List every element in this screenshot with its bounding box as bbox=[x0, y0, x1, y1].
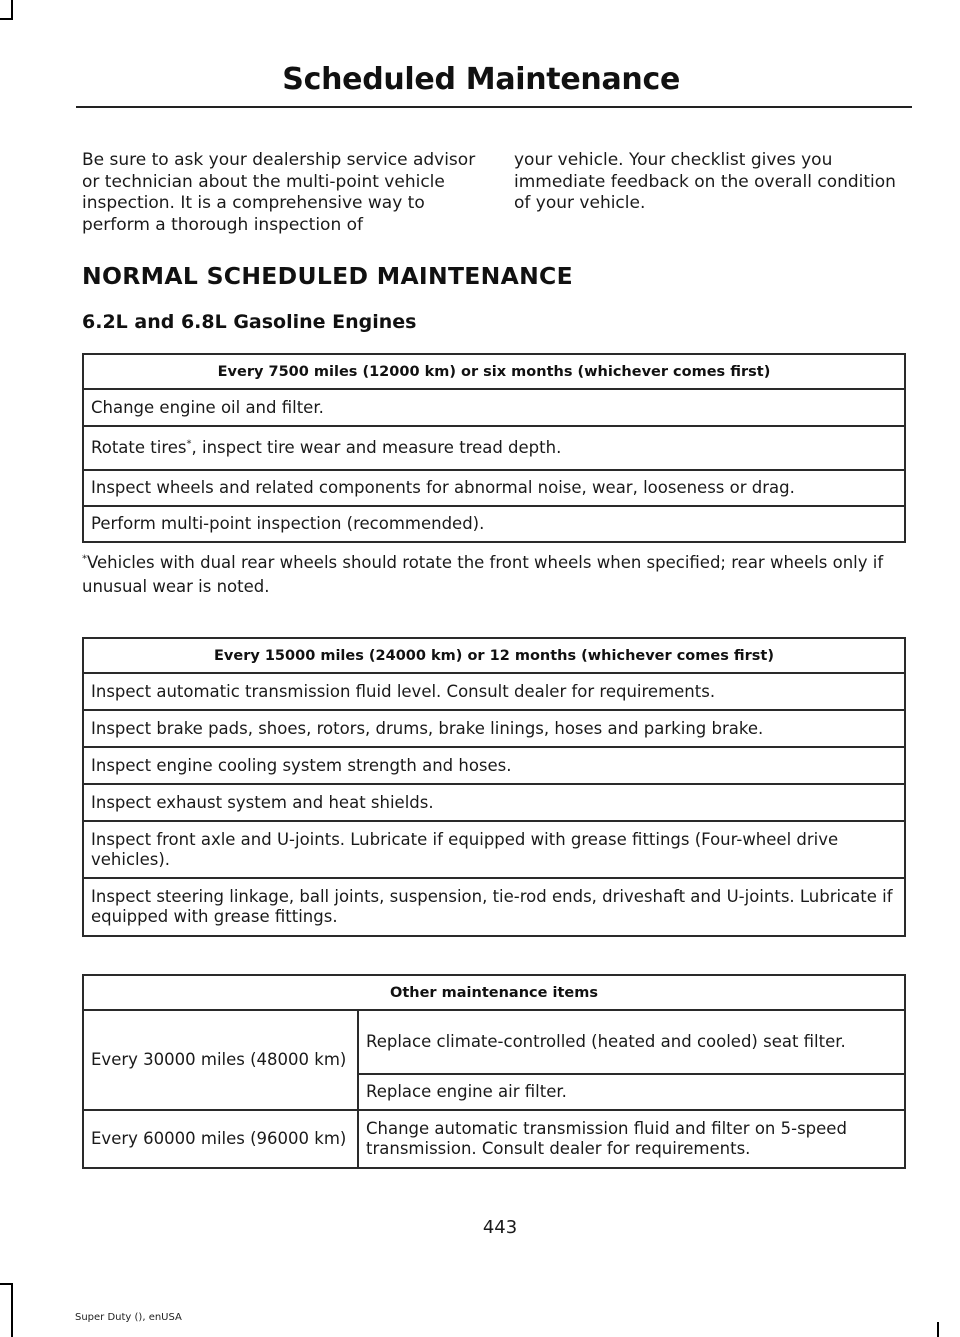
cell-text: , inspect tire wear and measure tread depth. bbox=[191, 438, 562, 457]
table-cell: Inspect engine cooling system strength and hoses. bbox=[83, 747, 905, 784]
table-header-row bbox=[83, 638, 905, 673]
table-row bbox=[83, 821, 905, 878]
table-header: Other maintenance items bbox=[83, 975, 905, 1010]
crop-mark bbox=[0, 1283, 12, 1285]
interval-cell: Every 60000 miles (96000 km) bbox=[83, 1110, 358, 1168]
table-row bbox=[83, 470, 905, 506]
table-cell: Inspect automatic transmission fluid level. Consult dealer for requirements. bbox=[83, 673, 905, 710]
maintenance-table-other bbox=[82, 974, 906, 1169]
section-title: NORMAL SCHEDULED MAINTENANCE bbox=[82, 262, 573, 290]
maintenance-table-7500 bbox=[82, 353, 906, 543]
footnote-text: Vehicles with dual rear wheels should rotate the front wheels when specified; rear wheels only if unusual wear is noted. bbox=[82, 553, 884, 596]
table-row bbox=[83, 1010, 905, 1074]
table-header-row bbox=[83, 975, 905, 1010]
intro-text-right: your vehicle. Your checklist gives you immediate feedback on the overall condition of your vehicle. bbox=[514, 150, 896, 213]
table-row bbox=[83, 784, 905, 821]
cell-text: Rotate tires bbox=[91, 438, 187, 457]
table-header: Every 7500 miles (12000 km) or six months (whichever comes first) bbox=[83, 354, 905, 389]
subsection-title: 6.2L and 6.8L Gasoline Engines bbox=[82, 311, 417, 333]
table-row bbox=[83, 673, 905, 710]
crop-mark bbox=[11, 0, 13, 20]
table-cell: Inspect brake pads, shoes, rotors, drums, brake linings, hoses and parking brake. bbox=[83, 710, 905, 747]
table-cell bbox=[83, 426, 905, 470]
crop-mark bbox=[11, 1283, 13, 1337]
maintenance-table-15000 bbox=[82, 637, 906, 937]
crop-mark bbox=[0, 18, 12, 20]
table-cell: Replace engine air filter. bbox=[358, 1074, 905, 1110]
table-row bbox=[83, 878, 905, 936]
intro-text-left: Be sure to ask your dealership service advisor or technician about the multi-point vehicle inspection. It is a comprehensive way to perform a thorough inspection of bbox=[82, 150, 476, 235]
table-header-row bbox=[83, 354, 905, 389]
footnote-marker: * bbox=[82, 553, 87, 565]
table-cell: Inspect wheels and related components for abnormal noise, wear, looseness or drag. bbox=[83, 470, 905, 506]
document-footer: Super Duty (), enUSA bbox=[75, 1312, 182, 1323]
interval-cell: Every 30000 miles (48000 km) bbox=[83, 1010, 358, 1110]
table-cell: Replace climate-controlled (heated and cooled) seat filter. bbox=[358, 1010, 905, 1074]
table-row bbox=[83, 710, 905, 747]
page-header-title: Scheduled Maintenance bbox=[282, 62, 680, 97]
header-divider bbox=[76, 106, 912, 108]
table-footnote bbox=[82, 551, 912, 599]
crop-mark bbox=[937, 1322, 939, 1337]
table-cell: Inspect exhaust system and heat shields. bbox=[83, 784, 905, 821]
table-row bbox=[83, 1110, 905, 1168]
table-row bbox=[83, 506, 905, 542]
table-row bbox=[83, 389, 905, 426]
table-cell: Change engine oil and filter. bbox=[83, 389, 905, 426]
footnote-marker: * bbox=[186, 438, 192, 450]
table-cell: Perform multi-point inspection (recommended). bbox=[83, 506, 905, 542]
table-header: Every 15000 miles (24000 km) or 12 months (whichever comes first) bbox=[83, 638, 905, 673]
page-number: 443 bbox=[482, 1217, 518, 1238]
table-cell: Inspect front axle and U-joints. Lubricate if equipped with grease fittings (Four-wheel drive vehicles). bbox=[83, 821, 905, 878]
table-cell: Inspect steering linkage, ball joints, suspension, tie-rod ends, driveshaft and U-joints. Lubricate if equipped with grease fittings. bbox=[83, 878, 905, 936]
table-row bbox=[83, 747, 905, 784]
table-row bbox=[83, 426, 905, 470]
table-cell: Change automatic transmission fluid and filter on 5-speed transmission. Consult dealer for requirements. bbox=[358, 1110, 905, 1168]
